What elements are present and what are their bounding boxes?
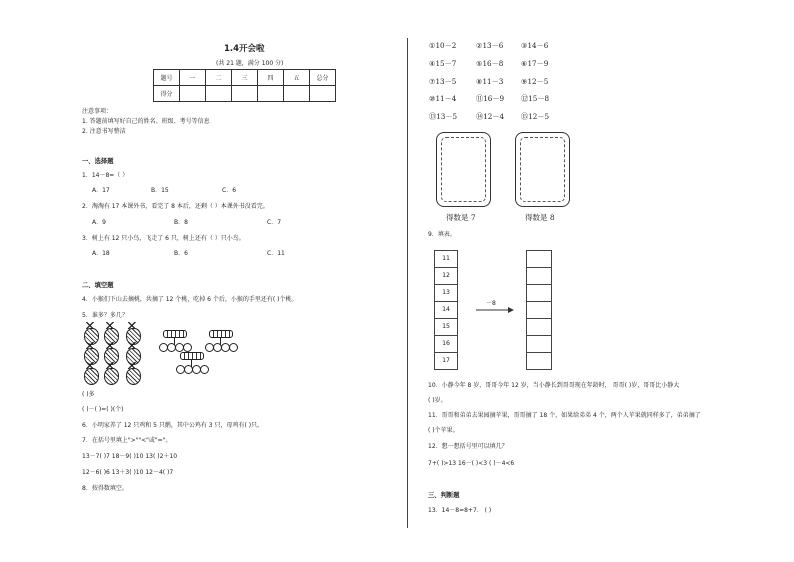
option-a[interactable]: A．9 — [92, 219, 106, 226]
question-5: 5．谁多？多几？ — [82, 312, 128, 319]
question-7: 7．在括号里填上">""<"或"="。 — [82, 437, 172, 444]
score-table — [153, 69, 336, 102]
option-c[interactable]: C．6 — [222, 187, 237, 194]
calc-item: ⑥17－9 — [521, 59, 549, 68]
question-1: 1．14－8=（ ） — [82, 172, 129, 179]
box-caption: 得数是 7 — [446, 213, 476, 222]
score-input-cell[interactable] — [284, 86, 310, 102]
score-cell: 一 — [180, 70, 206, 86]
question-10: 10．小静今年 8 岁，哥哥今年 12 岁，当小静长到哥哥现在年龄时， 哥哥( )岁，哥哥比小静大 — [428, 382, 680, 389]
ball-icon — [229, 343, 238, 352]
question-3: 3．树上有 12 只小鸟，飞走了 6 只，树上还有（ ）只小鸟。 — [82, 235, 245, 242]
answer-box-8[interactable] — [515, 132, 570, 207]
answer-cell[interactable] — [526, 336, 552, 353]
calc-item: ①10－2 — [429, 41, 457, 50]
pineapple-icon — [126, 368, 141, 385]
question-6: 6．小明家养了 12 只鸡和 5 只鹅，其中公鸡有 3 只，母鸡有( )只。 — [82, 422, 264, 429]
pineapple-icon — [104, 368, 119, 385]
question-12: 12．想一想括号里可以填几？ — [428, 443, 508, 450]
clip-icon — [180, 352, 204, 360]
calc-item: ⑪16－9 — [476, 94, 505, 103]
score-cell: 得分 — [154, 86, 180, 102]
answer-cell[interactable] — [526, 285, 552, 302]
table-cell: 16 — [434, 336, 458, 353]
calc-item: ③14－6 — [521, 41, 549, 50]
section-heading: 一、选择题 — [82, 158, 114, 165]
section-heading: 三、判断题 — [428, 492, 460, 499]
calc-item: ⑦13－5 — [429, 77, 457, 86]
score-cell: 三 — [232, 70, 258, 86]
notes-heading: 注意事项： — [82, 108, 113, 115]
score-cell: 四 — [258, 70, 284, 86]
score-input-cell[interactable] — [206, 86, 232, 102]
option-a[interactable]: A．18 — [92, 250, 110, 257]
ball-icon — [183, 343, 192, 352]
answer-line: ( )多 — [82, 391, 95, 398]
compare-row: 13－7( )7 18－9( )10 13( )2＋10 — [82, 453, 178, 460]
option-c[interactable]: C．7 — [267, 219, 282, 226]
section-heading: 二、填空题 — [82, 282, 114, 289]
calc-item: ⑩11－4 — [429, 94, 457, 103]
calc-item: ⑫15－8 — [521, 94, 550, 103]
box-caption: 得数是 8 — [525, 213, 555, 222]
answer-cell[interactable] — [526, 319, 552, 336]
option-a[interactable]: A．17 — [92, 187, 110, 194]
clip-icon — [163, 330, 187, 338]
score-cell: 总分 — [310, 70, 336, 86]
question-12-row: 7+( )>13 16－( )<3 ( )－4<6 — [428, 460, 515, 467]
calc-item: ⑬13－5 — [429, 112, 458, 121]
answer-cell[interactable] — [526, 302, 552, 319]
clip-icon — [209, 330, 233, 338]
option-c[interactable]: C．11 — [267, 250, 285, 257]
score-input-cell[interactable] — [310, 86, 336, 102]
calc-item: ⑤16－8 — [476, 59, 504, 68]
arrow-right-icon — [476, 306, 516, 314]
table-cell: 17 — [434, 353, 458, 370]
question-9: 9．填表。 — [428, 231, 456, 238]
table-cell: 14 — [434, 302, 458, 319]
score-input-cell[interactable] — [258, 86, 284, 102]
page-subtitle: (共 21 题，满分 100 分) — [216, 60, 284, 67]
calc-item: ④15－7 — [429, 59, 457, 68]
option-b[interactable]: B．8 — [174, 219, 188, 226]
calc-item: ⑧11－3 — [476, 77, 504, 86]
question-11: 11．哥哥和弟弟去果园摘苹果，哥哥摘了 18 个，如果给弟弟 4 个，两个人苹果就同样多了，弟弟摘了 — [428, 412, 701, 419]
arrow-label: －8 — [486, 300, 496, 307]
question-4: 4．小猴们下山去摘桃，共摘了 12 个桃，吃掉 6 个后，小猴的手里还有( )个桃。 — [82, 296, 298, 303]
answer-box-7[interactable] — [436, 132, 491, 207]
question-10-cont: ( )岁。 — [428, 397, 447, 404]
pineapple-icon — [84, 368, 99, 385]
table-cell: 13 — [434, 285, 458, 302]
compare-row: 12－6( )6 13＋3( )10 12－4( )7 — [82, 469, 174, 476]
answer-cell[interactable] — [526, 268, 552, 285]
calc-item: ⑭12－4 — [476, 112, 505, 121]
question-2: 2．淘淘有 17 本课外书，看完了 8 本后，还剩（ ）本课外书没看完。 — [82, 203, 269, 210]
calc-item: ⑨12－5 — [521, 77, 549, 86]
score-input-cell[interactable] — [232, 86, 258, 102]
input-column — [434, 250, 458, 370]
ball-icon — [200, 365, 209, 374]
table-cell: 12 — [434, 268, 458, 285]
option-b[interactable]: B．6 — [174, 250, 188, 257]
option-b[interactable]: B．15 — [151, 187, 169, 194]
answer-cell[interactable] — [526, 353, 552, 370]
question-8: 8．按得数填空。 — [82, 485, 128, 492]
page-title: 1.4开会啦 — [224, 44, 265, 54]
output-column — [526, 250, 552, 370]
calc-item: ②13－6 — [476, 41, 504, 50]
column-divider — [407, 38, 408, 528]
score-input-cell[interactable] — [180, 86, 206, 102]
score-cell: 题号 — [154, 70, 180, 86]
calc-item: ⑮12－5 — [521, 112, 550, 121]
table-cell: 15 — [434, 319, 458, 336]
question-13: 13．14－8=8+7． ( ) — [428, 507, 492, 514]
question-11-cont: ( )个苹果。 — [428, 427, 459, 434]
score-cell: 五 — [284, 70, 310, 86]
note-item: 2. 注意书写整洁 — [82, 128, 126, 135]
score-cell: 二 — [206, 70, 232, 86]
note-item: 1. 答题前填写好自己的姓名、班级、考号等信息 — [82, 118, 210, 125]
table-cell: 11 — [434, 250, 458, 268]
answer-cell[interactable] — [526, 250, 552, 268]
answer-line: ( )－( )=( )(个) — [82, 406, 124, 413]
